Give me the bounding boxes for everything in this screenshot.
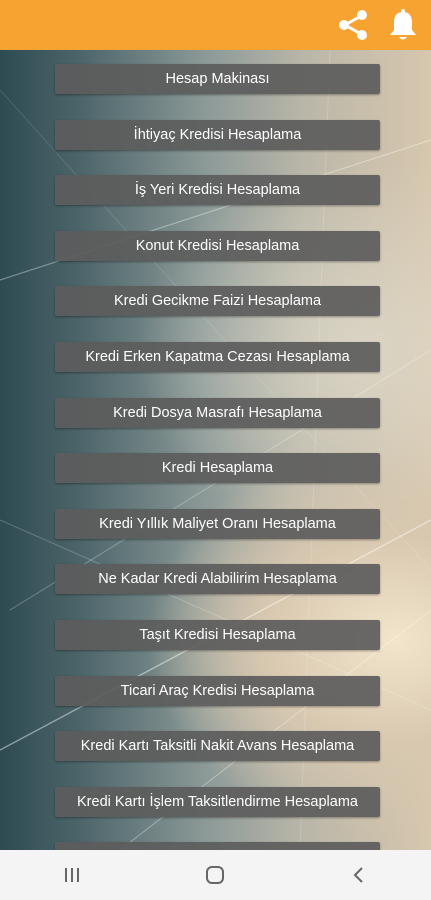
menu-button-nakit-avans[interactable]: Kredi Kartı Taksitli Nakit Avans Hesaplama [55,731,380,761]
app-bar [0,0,431,50]
menu-button-tasit-kredisi[interactable]: Taşıt Kredisi Hesaplama [55,620,380,650]
menu-button-konut-kredisi[interactable]: Konut Kredisi Hesaplama [55,231,380,261]
system-navigation-bar [0,850,431,900]
menu-button-hesap-makinasi[interactable]: Hesap Makinası [55,64,380,94]
background-decoration [0,50,431,850]
main-content[interactable] [0,50,431,850]
menu-button-erken-kapatma[interactable]: Kredi Erken Kapatma Cezası Hesaplama [55,342,380,372]
bell-icon[interactable] [383,5,423,45]
menu-button-islem-taksitlendirme[interactable]: Kredi Kartı İşlem Taksitlendirme Hesaplama [55,787,380,817]
menu-button-ticari-arac[interactable]: Ticari Araç Kredisi Hesaplama [55,676,380,706]
menu-button-is-yeri-kredisi[interactable]: İş Yeri Kredisi Hesaplama [55,175,380,205]
menu-button-ihtiyac-kredisi[interactable]: İhtiyaç Kredisi Hesaplama [55,120,380,150]
menu-button-kredi-hesaplama[interactable]: Kredi Hesaplama [55,453,380,483]
menu-button-yillik-maliyet[interactable]: Kredi Yıllık Maliyet Oranı Hesaplama [55,509,380,539]
menu-button-dosya-masrafi[interactable]: Kredi Dosya Masrafı Hesaplama [55,398,380,428]
back-icon[interactable] [329,855,389,895]
menu-button-partial[interactable] [55,842,380,850]
home-icon[interactable] [185,855,245,895]
menu-button-gecikme-faizi[interactable]: Kredi Gecikme Faizi Hesaplama [55,286,380,316]
menu-button-ne-kadar-kredi[interactable]: Ne Kadar Kredi Alabilirim Hesaplama [55,564,380,594]
recent-apps-icon[interactable] [42,855,102,895]
share-icon[interactable] [333,5,373,45]
